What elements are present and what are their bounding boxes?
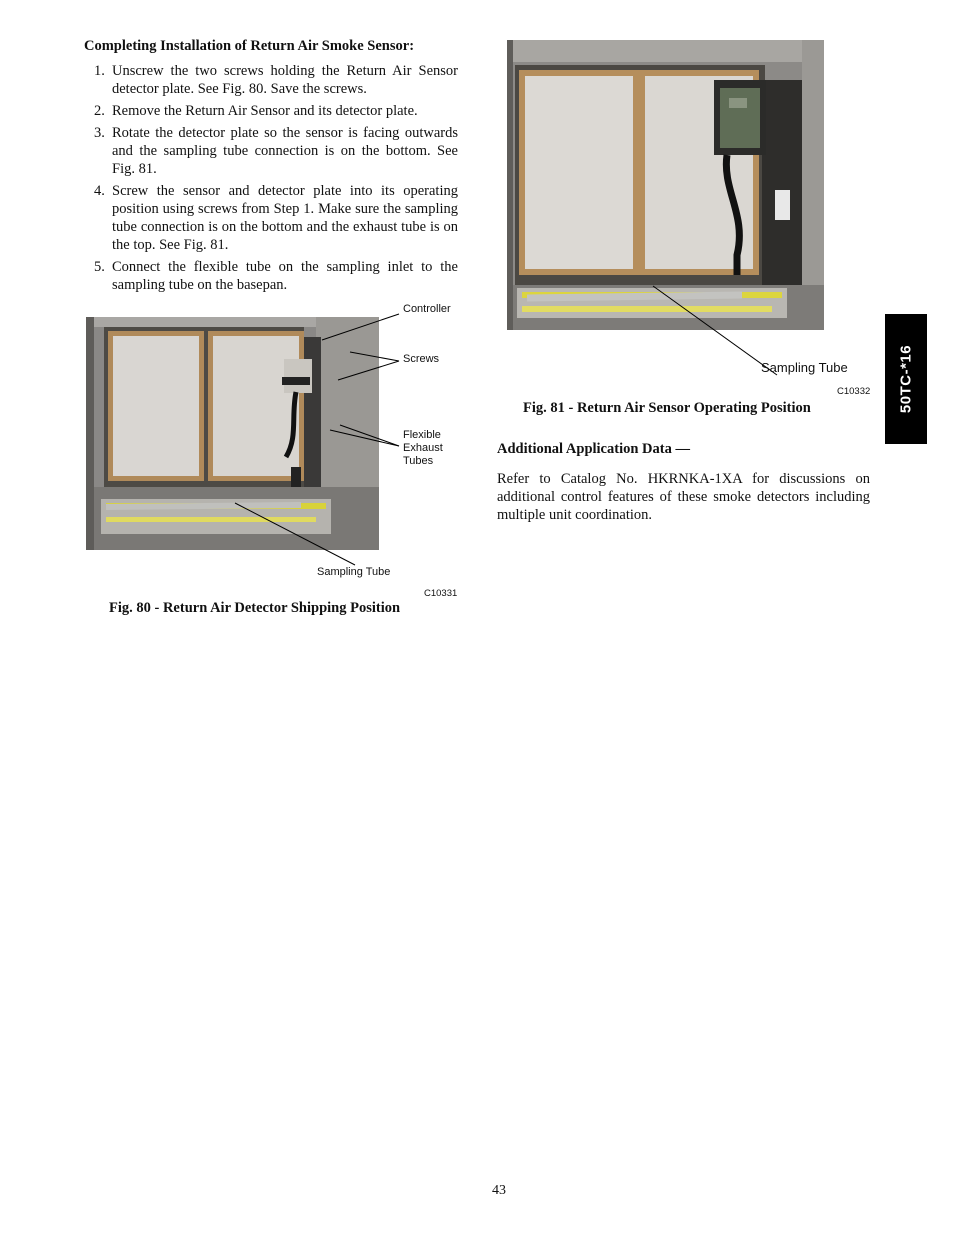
fig81-caption: Fig. 81 - Return Air Sensor Operating Position — [523, 400, 811, 416]
callout-sampling-tube: Sampling Tube — [317, 566, 391, 578]
paragraph: Refer to Catalog No. HKRNKA-1XA for discussions on additional control features of these smoke detectors including multiple unit coordination. — [497, 471, 870, 523]
list-item: 2. Remove the Return Air Sensor and its detector plate. — [94, 103, 418, 119]
callout-controller: Controller — [403, 303, 451, 315]
page-number: 43 — [492, 1183, 506, 1198]
fig80-leader-lines — [280, 300, 410, 510]
callout-screws: Screws — [403, 353, 440, 365]
fig80-code: C10331 — [424, 588, 458, 599]
list-item: 3. Rotate the detector plate so the sensor is facing outwards and the sampling tube connection is on the bottom. See Fig. 81. — [94, 125, 458, 177]
side-tab: 50TC-*16 — [885, 314, 927, 444]
installation-steps — [84, 62, 458, 298]
section-heading-additional: Additional Application Data — — [497, 441, 690, 457]
fig81-code: C10332 — [837, 386, 871, 397]
fig80-caption: Fig. 80 - Return Air Detector Shipping Position — [109, 600, 401, 616]
list-item: 5. Connect the flexible tube on the sampling inlet to the sampling tube on the basepan. — [94, 259, 458, 293]
fig80-sampling-leader — [230, 500, 360, 570]
callout-sampling-tube-81: Sampling Tube — [761, 360, 848, 375]
callout-flexible-exhaust-tubes: Flexible Exhaust Tubes — [403, 429, 443, 467]
list-item: 1. Unscrew the two screws holding the Return Air Sensor detector plate. See Fig. 80. Save the screws. — [94, 63, 458, 97]
list-item: 4. Screw the sensor and detector plate into its operating position using screws from Step 1. Make sure the sampling tube connection is on the bottom and the exhaust tube is on the top. See Fig. 81. — [94, 183, 458, 253]
section-heading: Completing Installation of Return Air Smoke Sensor: — [84, 38, 415, 54]
